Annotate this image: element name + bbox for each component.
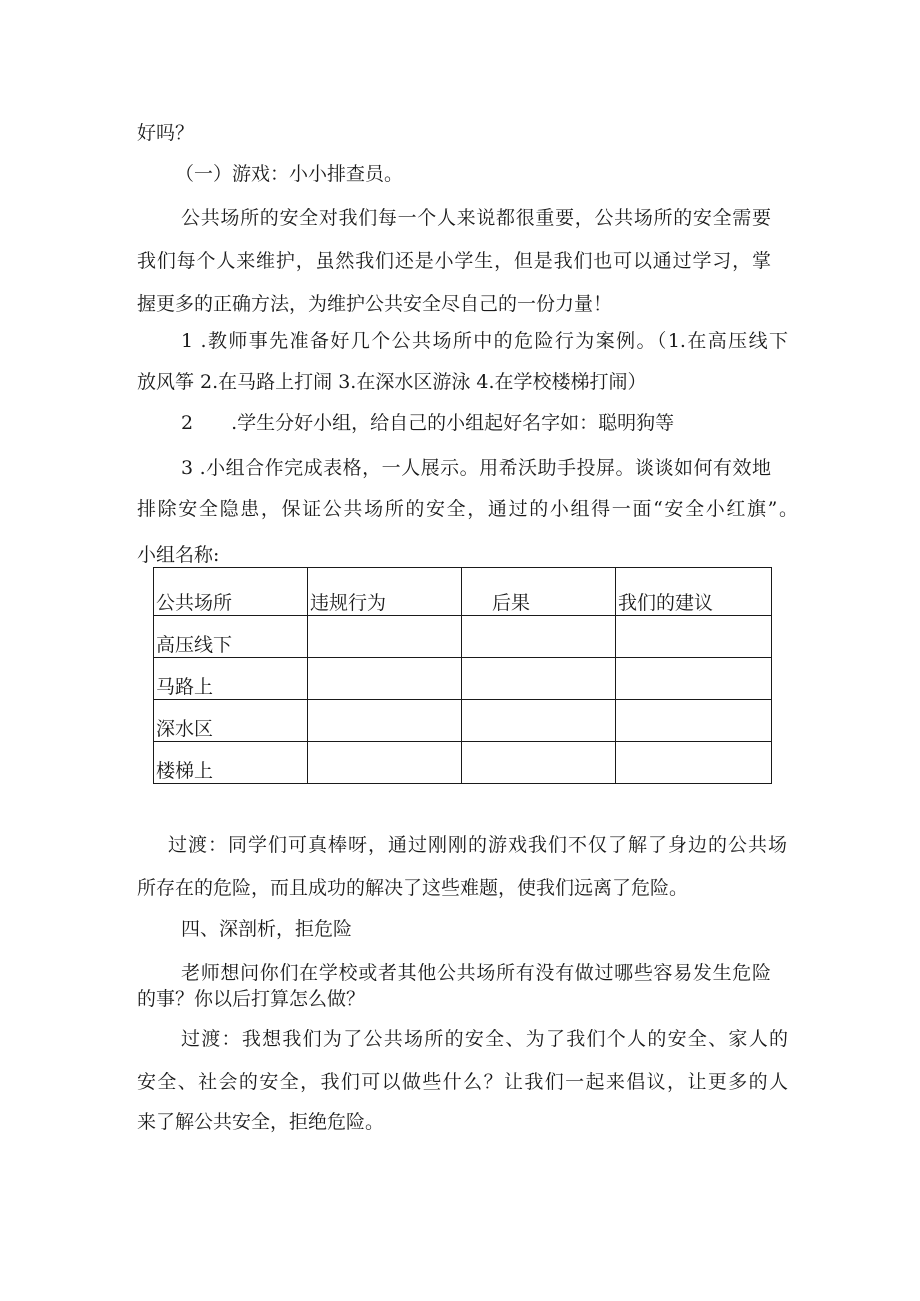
table-cell[interactable] [616,700,772,742]
table-cell[interactable] [308,700,462,742]
table-row [154,616,772,658]
table-header-cell: 违规行为 [308,568,462,616]
list-item: 排除安全隐患，保证公共场所的安全，通过的小组得一面“安全小红旗”。 [137,498,798,520]
table-cell[interactable] [308,742,462,784]
list-item: 3 .小组合作完成表格，一人展示。用希沃助手投屏。谈谈如何有效地 [181,457,771,479]
paragraph-line: 握更多的正确方法，为维护公共安全尽自己的一份力量！ [137,293,613,315]
table-cell[interactable] [616,742,772,784]
table-cell: 高压线下 [154,616,308,658]
list-item: 1 .教师事先准备好几个公共场所中的危险行为案例。（1.在高压线下 [181,330,788,352]
table-cell[interactable] [462,742,616,784]
table-header-cell: 我们的建议 [616,568,772,616]
table-cell[interactable] [462,616,616,658]
list-item: 2 .学生分好小组，给自己的小组起好名字如：聪明狗等 [181,412,675,434]
section-heading: 四、深剖析，拒危险 [181,918,353,940]
paragraph-line: 好吗？ [137,122,195,144]
table-cell[interactable] [462,658,616,700]
paragraph-line: 我们每个人来维护，虽然我们还是小学生，但是我们也可以通过学习，掌 [137,250,771,272]
paragraph-line: 过渡：同学们可真棒呀，通过刚刚的游戏我们不仅了解了身边的公共场 [168,834,787,856]
table-header-cell: 后果 [462,568,616,616]
table-cell[interactable] [308,616,462,658]
table-cell: 深水区 [154,700,308,742]
paragraph-line: 安全、社会的安全，我们可以做些什么？让我们一起来倡议，让更多的人 [137,1071,788,1093]
table-header-cell: 公共场所 [154,568,308,616]
table-cell[interactable] [308,658,462,700]
table-cell[interactable] [462,700,616,742]
table-cell: 楼梯上 [154,742,308,784]
table-cell[interactable] [616,658,772,700]
table-row [154,700,772,742]
table-cell[interactable] [616,616,772,658]
table-row [154,742,772,784]
paragraph-line: 老师想问你们在学校或者其他公共场所有没有做过哪些容易发生危险 [181,962,771,984]
group-name-label: 小组名称: [137,544,220,566]
table-cell: 马路上 [154,658,308,700]
paragraph-line: 来了解公共安全，拒绝危险。 [137,1111,385,1133]
paragraph-line: 公共场所的安全对我们每一个人来说都很重要，公共场所的安全需要 [181,207,771,229]
paragraph-line: 所存在的危险，而且成功的解决了这些难题，使我们远离了危险。 [137,877,689,899]
group-table [153,567,772,784]
section-heading: （一）游戏：小小排查员。 [175,163,404,185]
list-item: 放风筝 2.在马路上打闹 3.在深水区游泳 4.在学校楼梯打闹） [137,371,647,393]
table-header-row [154,568,772,616]
paragraph-line: 过渡：我想我们为了公共场所的安全、为了我们个人的安全、家人的 [181,1028,788,1050]
table-row [154,658,772,700]
paragraph-line: 的事？你以后打算怎么做？ [137,988,366,1010]
